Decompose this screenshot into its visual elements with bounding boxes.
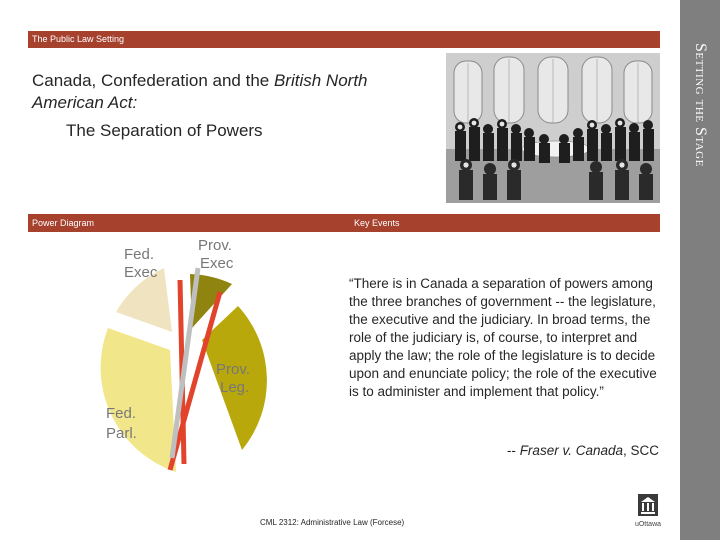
quote-citation: [349, 443, 659, 458]
section-label: The Public Law Setting: [32, 34, 125, 44]
title-prefix: Canada, Confederation and the: [32, 71, 274, 90]
quote-text: “There is in Canada a separation of powers among the three branches of government -- the legislature, the executive and the judiciary. In broad terms, the role of the judiciary is, of course, to interpret and apply the law; the role of the legislature is to decide upon and enunciate policy; the role of the executive is to administer and implement that policy.”: [349, 276, 657, 399]
cite-case: Fraser v. Canada: [519, 443, 623, 458]
fed-exec-label-1: Fed.: [124, 246, 155, 263]
building-icon: [638, 494, 658, 516]
slide-title: [32, 70, 412, 142]
cite-suffix: , SCC: [622, 443, 659, 458]
fed-parl-label-1: Fed.: [106, 405, 137, 422]
section-title-text: Setting the Stage: [692, 43, 709, 167]
logo-text: uOttawa: [634, 521, 662, 528]
power-diagram-label: Power Diagram: [32, 218, 95, 228]
power-diagram-header: [28, 214, 350, 232]
key-events-label: Key Events: [354, 218, 400, 228]
uottawa-logo: [626, 494, 670, 534]
confederation-photo: [446, 53, 660, 203]
section-title: [680, 0, 720, 210]
prov-exec-label-1: Prov.: [198, 237, 232, 254]
cite-prefix: --: [506, 443, 520, 458]
key-events-header: [350, 214, 660, 232]
fed-parl-slice: [101, 328, 176, 472]
title-italic: British North American Act:: [32, 71, 368, 112]
fed-parl-label-2: Parl.: [106, 425, 137, 442]
fed-exec-label-2: Exec: [124, 264, 158, 281]
prov-exec-label-2: Exec: [200, 255, 234, 272]
section-bar: [28, 31, 660, 48]
slide-subtitle: The Separation of Powers: [66, 121, 263, 140]
power-diagram: [60, 232, 350, 472]
prov-leg-label-1: Prov.: [216, 361, 250, 378]
course-footer: CML 2312: Administrative Law (Forcese): [260, 518, 405, 527]
prov-leg-label-2: Leg.: [220, 379, 250, 396]
